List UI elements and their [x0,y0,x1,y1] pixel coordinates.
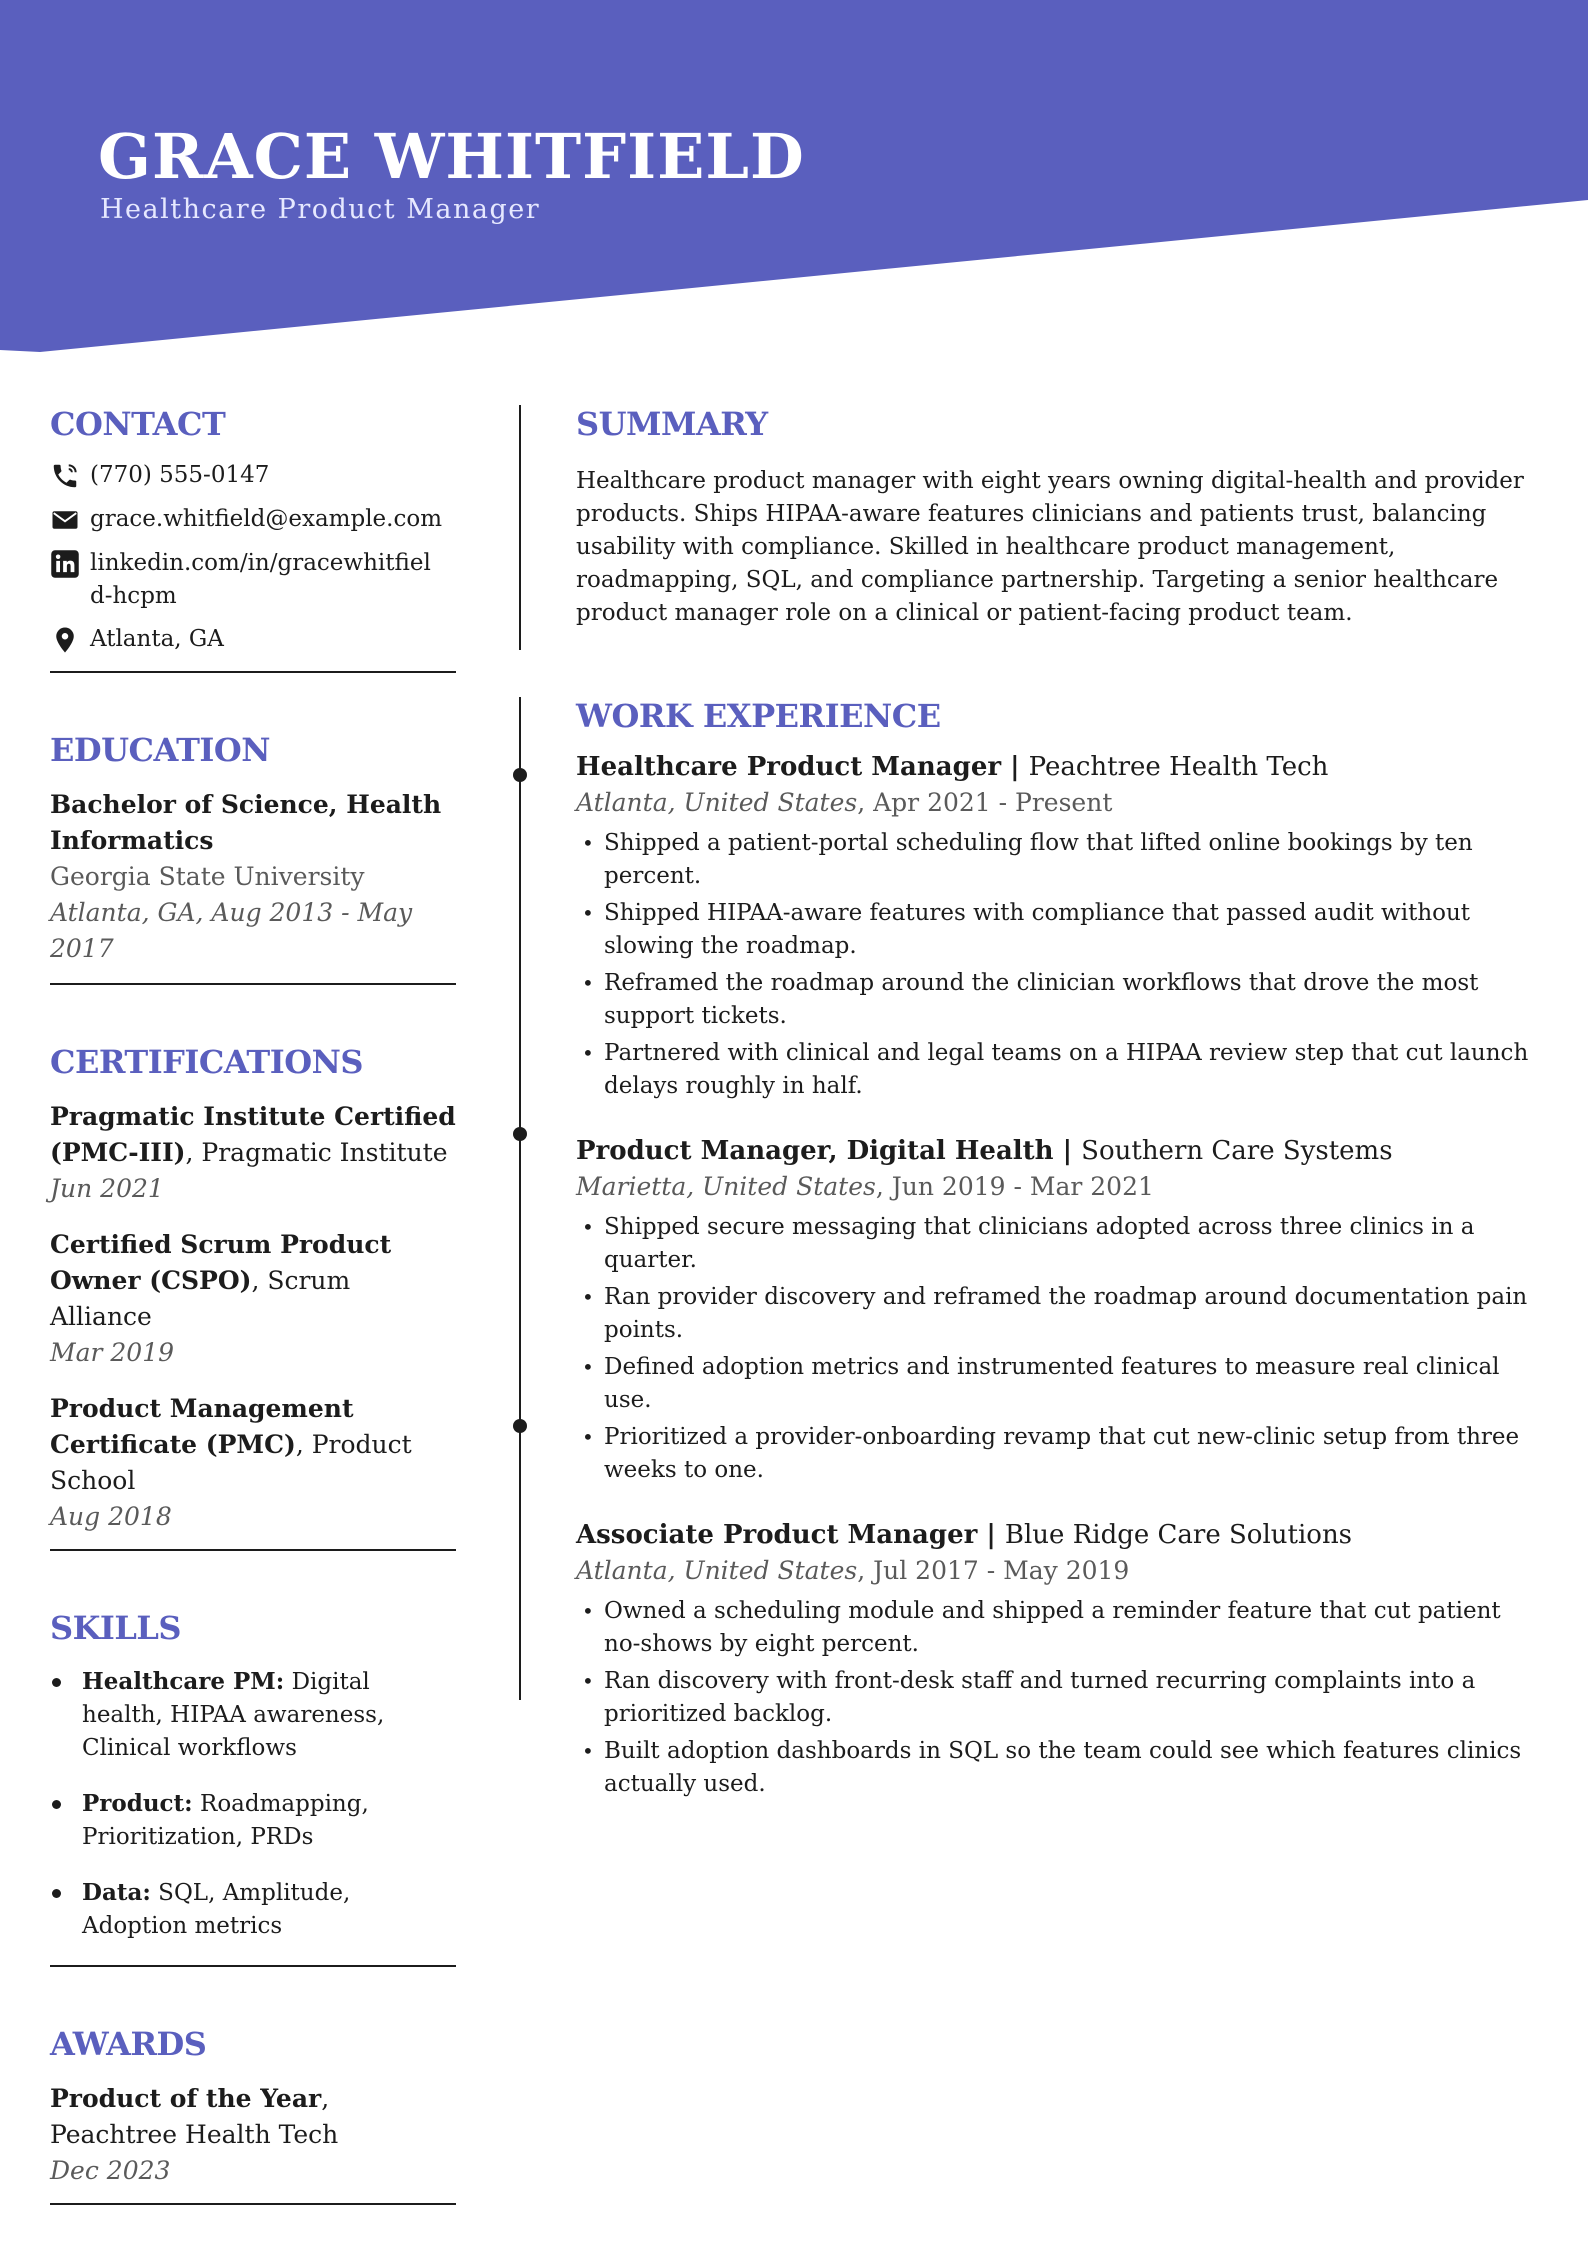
education-school: Georgia State University [50,862,365,891]
job-entry [576,1517,1536,1801]
education-heading: EDUCATION [50,731,270,769]
education-section [50,731,456,985]
certifications-section [50,1043,456,1551]
cert-date: Jun 2021 [50,1174,164,1203]
location-pin-icon [50,625,82,657]
candidate-name: GRACE WHITFIELD [98,120,805,193]
contact-location-text: Atlanta, GA [90,626,224,652]
timeline-dot [513,768,527,782]
divider [50,1549,456,1551]
award-item [50,2081,456,2189]
cert-item [50,1099,456,1207]
skill-value: SQL, Amplitude, Adoption metrics [82,1880,351,1939]
job-dates: , Jun 2019 - Mar 2021 [875,1172,1154,1201]
contact-heading: CONTACT [50,405,226,443]
skill-item [50,1665,456,1765]
contact-email [50,503,456,537]
job-bullet: • Owned a scheduling module and shipped a reminder feature that cut patient no-shows by eight percent. [576,1595,1536,1661]
contact-section [50,405,456,673]
skills-heading: SKILLS [50,1609,181,1647]
certifications-heading: CERTIFICATIONS [50,1043,363,1081]
education-location-dates: Atlanta, GA, Aug 2013 - May 2017 [50,898,413,963]
job-bullet: • Shipped HIPAA-aware features with compliance that passed audit without slowing the roadmap. [576,897,1536,963]
cert-name: Pragmatic Institute Certified (PMC-III) [50,1102,456,1167]
contact-location [50,623,456,657]
job-bullet: • Prioritized a provider-onboarding revamp that cut new-clinic setup from three weeks to one. [576,1421,1536,1487]
skill-item [50,1787,456,1854]
cert-name: Product Management Certificate (PMC) [50,1394,354,1459]
summary-text: Healthcare product manager with eight years owning digital-health and provider products. Ships HIPAA-aware features clinicians and patients trust, balancing usability with compliance. Skilled in healthcare product management, roadmapping, SQL, and compliance partnership. Targeting a senior healthcare product manager role on a clinical or patient-facing product team. [576,468,1524,626]
job-location: Marietta, United States [576,1172,876,1201]
job-company: Blue Ridge Care Solutions [1004,1520,1353,1550]
job-separator: | [1053,1136,1082,1166]
timeline-dot [513,1419,527,1433]
skill-label: Data: [82,1879,151,1906]
contact-linkedin-text: linkedin.com/in/gracewhitfield-hcpm [90,550,431,609]
candidate-title: Healthcare Product Manager [100,194,541,225]
awards-heading: AWARDS [50,2025,207,2063]
cert-issuer: , Product School [50,1430,412,1495]
experience-section [576,697,1536,1805]
job-dates: , Apr 2021 - Present [857,788,1113,817]
job-bullet: • Ran discovery with front-desk staff and turned recurring complaints into a prioritized backlog. [576,1665,1536,1731]
job-meta [576,785,1536,821]
job-bullet: • Shipped a patient-portal scheduling flow that lifted online bookings by ten percent. [576,827,1536,893]
cert-date: Aug 2018 [50,1502,172,1531]
skill-label: Product: [82,1790,193,1817]
cert-item [50,1227,456,1371]
contact-phone [50,459,456,493]
job-bullet: • Partnered with clinical and legal teams on a HIPAA review step that cut launch delays roughly in half. [576,1037,1536,1103]
experience-timeline-line [519,697,521,1700]
contact-linkedin [50,547,456,613]
award-org: , Peachtree Health Tech [50,2084,339,2149]
cert-issuer: , Pragmatic Institute [185,1138,448,1167]
job-header [576,1517,1536,1553]
education-degree: Bachelor of Science, Health Informatics [50,790,442,855]
job-role: Healthcare Product Manager [576,752,1002,782]
cert-date: Mar 2019 [50,1338,175,1367]
divider [50,2203,456,2205]
summary-heading: SUMMARY [576,405,768,443]
job-header [576,749,1536,785]
experience-heading: WORK EXPERIENCE [576,697,941,735]
divider [50,983,456,985]
divider [50,671,456,673]
job-meta [576,1169,1536,1205]
divider [50,1965,456,1967]
left-column [50,405,456,2205]
job-location: Atlanta, United States [576,1556,858,1585]
job-entry [576,749,1536,1103]
linkedin-icon [50,549,82,581]
cert-name: Certified Scrum Product Owner (CSPO) [50,1230,392,1295]
summary-section [576,405,1536,630]
awards-section [50,2025,456,2205]
contact-phone-text: (770) 555-0147 [90,462,270,488]
email-icon [50,505,82,537]
job-bullet: • Shipped secure messaging that clinicians adopted across three clinics in a quarter. [576,1211,1536,1277]
job-role: Associate Product Manager [576,1520,978,1550]
skill-label: Healthcare PM: [82,1668,285,1695]
cert-issuer: , Scrum Alliance [50,1266,351,1331]
job-bullet: • Built adoption dashboards in SQL so the team could see which features clinics actually used. [576,1735,1536,1801]
job-separator: | [977,1520,1005,1550]
cert-item [50,1391,456,1535]
job-location: Atlanta, United States [576,788,858,817]
job-bullet: • Reframed the roadmap around the clinician workflows that drove the most support tickets. [576,967,1536,1033]
job-header [576,1133,1536,1169]
job-dates: , Jul 2017 - May 2019 [857,1556,1130,1585]
job-company: Southern Care Systems [1081,1136,1393,1166]
job-role: Product Manager, Digital Health [576,1136,1054,1166]
timeline-dot [513,1127,527,1141]
job-entry [576,1133,1536,1487]
skill-value: Digital health, HIPAA awareness, Clinical workflows [82,1669,385,1761]
award-name: Product of the Year [50,2084,322,2113]
skill-item [50,1876,456,1943]
job-separator: | [1001,752,1029,782]
summary-timeline-line [519,405,521,650]
phone-icon [50,461,82,493]
skills-section [50,1609,456,1967]
award-date: Dec 2023 [50,2156,171,2185]
job-bullet: • Ran provider discovery and reframed the roadmap around documentation pain points. [576,1281,1536,1347]
job-bullet: • Defined adoption metrics and instrumented features to measure real clinical use. [576,1351,1536,1417]
skill-value: Roadmapping, Prioritization, PRDs [82,1791,369,1850]
job-company: Peachtree Health Tech [1028,752,1329,782]
contact-email-text: grace.whitfield@example.com [90,506,443,532]
job-meta [576,1553,1536,1589]
